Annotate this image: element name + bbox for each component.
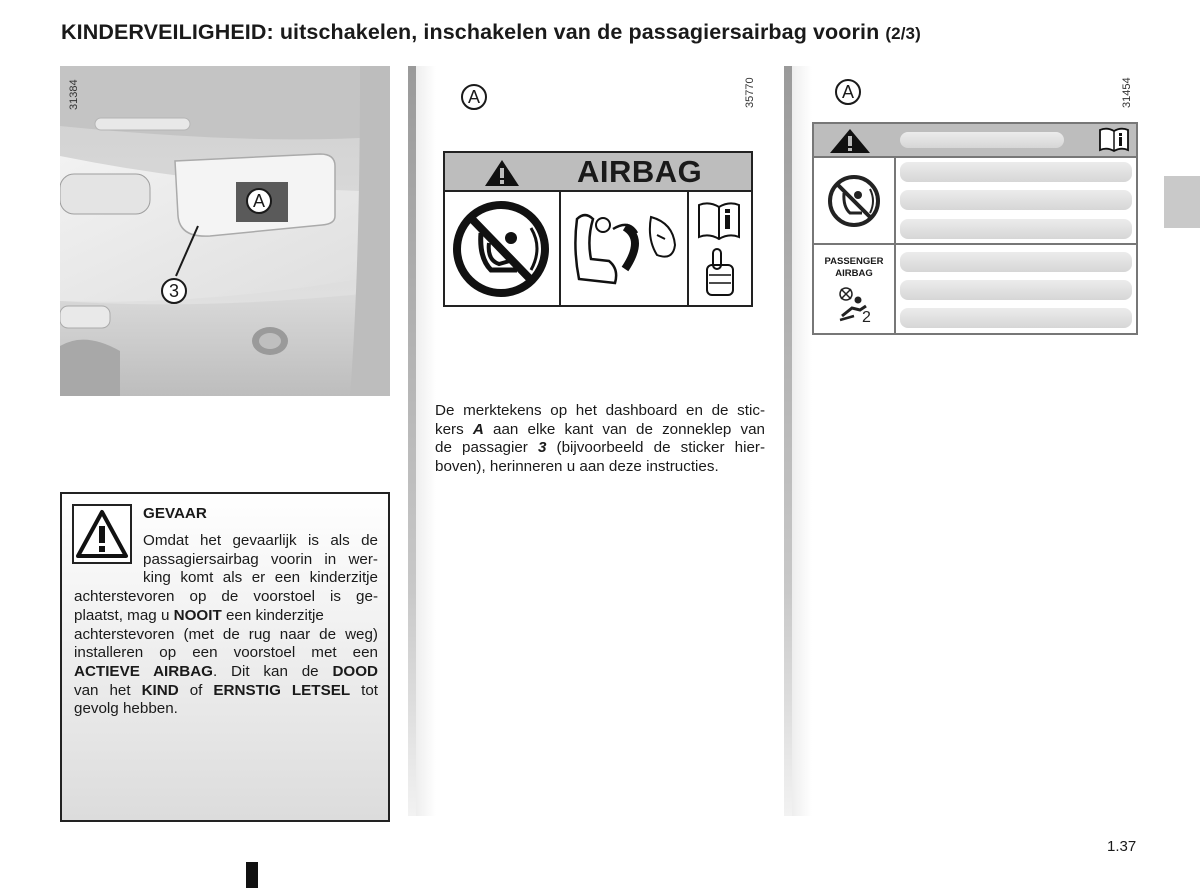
explanation-text-run: aan elke kant van de zonneklep van bbox=[483, 420, 765, 438]
explanation-text-run: (bijvoorbeeld de sticker hier- bbox=[546, 439, 766, 457]
danger-emphasis-active-airbag: ACTIEVE AIRBAG bbox=[74, 662, 213, 680]
passenger-airbag-label bbox=[812, 122, 1138, 335]
manual-info-icon bbox=[1098, 127, 1130, 153]
label-a-right: A bbox=[835, 79, 861, 105]
danger-heading: GEVAAR bbox=[143, 505, 207, 522]
label-placeholder-bar bbox=[900, 162, 1132, 182]
finger-icon bbox=[707, 249, 733, 295]
warning-triangle-icon bbox=[483, 158, 521, 188]
label-placeholder-bar bbox=[900, 190, 1132, 210]
airbag-sticker bbox=[443, 151, 753, 307]
danger-text-run: een kinderzitje bbox=[221, 606, 324, 624]
explanation-line-2 bbox=[435, 421, 765, 440]
sticker-divider bbox=[559, 192, 561, 305]
danger-text-run: tot bbox=[350, 681, 379, 699]
sticker-reference-code: 35770 bbox=[744, 77, 756, 108]
danger-line-2: passagiersairbag voorin in wer- bbox=[143, 550, 378, 568]
danger-text-run: van het bbox=[74, 681, 142, 699]
callout-3: 3 bbox=[161, 278, 187, 304]
danger-line-1: Omdat het gevaarlijk is als de bbox=[143, 532, 378, 549]
explanation-ref-a: A bbox=[472, 420, 484, 438]
danger-text-run: . Dit kan de bbox=[212, 662, 333, 680]
explanation-ref-3: 3 bbox=[537, 439, 547, 457]
danger-line-7: installeren op een voorstoel met een bbox=[74, 644, 378, 662]
danger-emphasis-dood: DOOD bbox=[332, 662, 378, 680]
label-reference-code: 31454 bbox=[1121, 77, 1133, 108]
label-a-middle: A bbox=[461, 84, 487, 110]
callout-a: A bbox=[246, 188, 272, 214]
page-title-text: KINDERVEILIGHEID: uitschakelen, inschakelen van de passagiersairbag voorin bbox=[61, 20, 880, 44]
danger-line-8 bbox=[74, 663, 378, 682]
danger-line-4: achterstevoren op de voorstoel is ge- bbox=[74, 588, 378, 606]
label-placeholder-bar bbox=[900, 132, 1064, 148]
danger-emphasis-nooit: NOOIT bbox=[173, 606, 222, 624]
sun-visor-photo bbox=[60, 66, 390, 396]
danger-line-6: achterstevoren (met de rug naar de weg) bbox=[74, 625, 378, 643]
seat-airbag-deploy-icon bbox=[565, 199, 681, 299]
car-interior-illustration bbox=[60, 66, 390, 396]
label-placeholder-bar bbox=[900, 219, 1132, 239]
danger-text-run: plaatst, mag u bbox=[74, 606, 174, 624]
label-placeholder-bar bbox=[900, 280, 1132, 300]
danger-line-5 bbox=[74, 607, 378, 626]
explanation-line-4: boven), herinneren u aan deze instructies. bbox=[435, 458, 719, 476]
label-placeholder-bar bbox=[900, 308, 1132, 328]
danger-line-10: gevolg hebben. bbox=[74, 700, 178, 718]
manual-info-icon bbox=[695, 199, 745, 301]
page-part: (2/3) bbox=[885, 24, 921, 43]
danger-line-3: king komt als er een kinderzitje bbox=[143, 569, 378, 587]
danger-emphasis-letsel: ERNSTIG LETSEL bbox=[213, 681, 351, 699]
photo-reference-code: 31384 bbox=[68, 79, 80, 110]
sticker-explanation bbox=[435, 402, 765, 477]
column-divider-left bbox=[408, 66, 416, 816]
explanation-text-run: de passagier bbox=[435, 439, 538, 457]
label-placeholder-bar bbox=[900, 252, 1132, 272]
danger-line-9 bbox=[74, 682, 378, 701]
passenger-airbag-text bbox=[814, 256, 894, 280]
airbag-line: AIRBAG bbox=[835, 268, 873, 279]
explanation-text-run: kers bbox=[435, 420, 473, 438]
page-title bbox=[61, 20, 921, 45]
passenger-line: PASSENGER bbox=[824, 256, 884, 267]
warning-triangle-icon bbox=[72, 504, 132, 564]
sticker-divider bbox=[687, 192, 689, 305]
column-divider-right bbox=[784, 66, 792, 816]
label-header bbox=[814, 124, 1136, 158]
no-rear-facing-seat-icon bbox=[451, 198, 555, 300]
chapter-thumb-tab bbox=[1164, 176, 1200, 228]
explanation-line-1: De merktekens op het dashboard en de stic- bbox=[435, 402, 765, 419]
no-child-seat-icon bbox=[826, 173, 882, 229]
label-divider bbox=[814, 243, 1136, 245]
page-number: 1.37 bbox=[1107, 838, 1137, 855]
danger-text-run: of bbox=[178, 681, 214, 699]
airbag-off-icon bbox=[836, 286, 876, 324]
print-crop-mark bbox=[246, 862, 258, 888]
sticker-title: AIRBAG bbox=[577, 154, 703, 189]
danger-emphasis-kind: KIND bbox=[141, 681, 179, 699]
svg-text:2: 2 bbox=[862, 309, 871, 324]
explanation-line-3 bbox=[435, 439, 765, 458]
warning-triangle-icon bbox=[828, 127, 872, 155]
sticker-header bbox=[445, 153, 751, 192]
danger-warning-box bbox=[60, 492, 390, 822]
